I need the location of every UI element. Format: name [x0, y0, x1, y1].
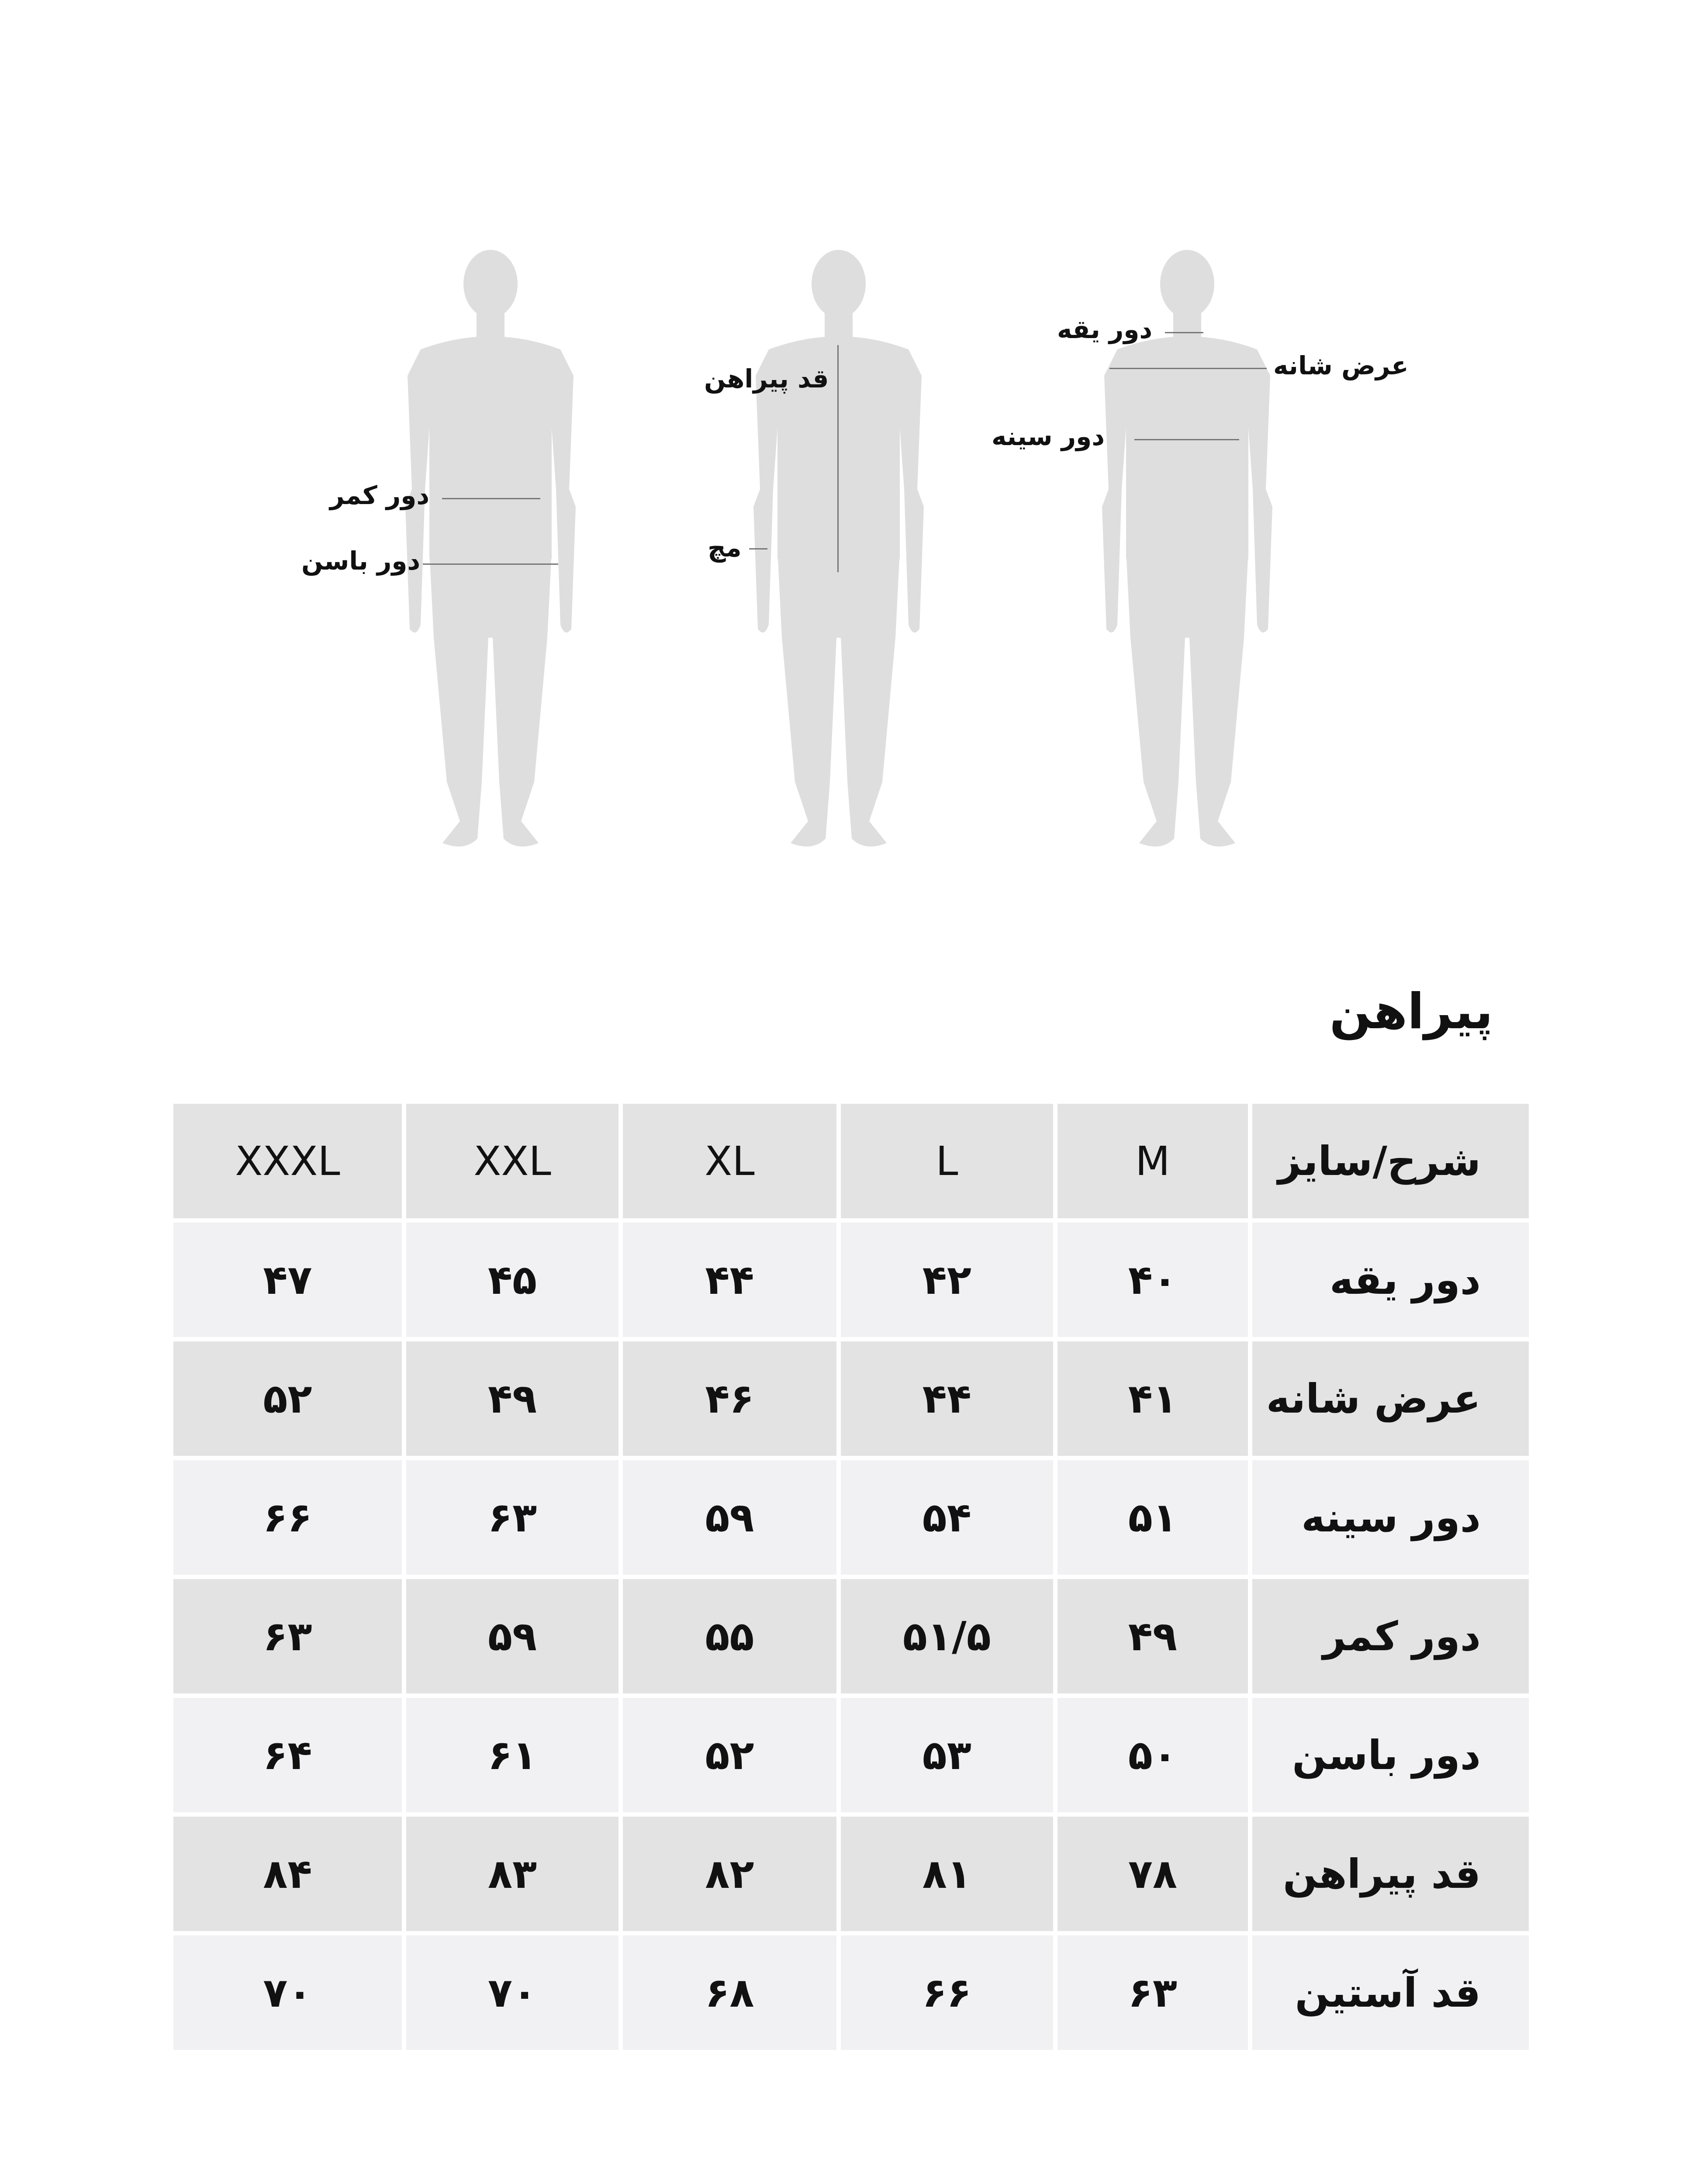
table-header-cell: XL [623, 1104, 836, 1218]
collar-label: دور یقه [1057, 314, 1153, 344]
shirt-length-label: قد پیراهن [704, 364, 829, 394]
table-cell: ۵۲ [173, 1341, 402, 1456]
waist-leader-line [442, 498, 540, 499]
table-cell: ۶۸ [623, 1935, 836, 2050]
table-header-cell: L [841, 1104, 1053, 1218]
table-cell: ۵۰ [1057, 1698, 1248, 1812]
table-cell-label: قد پیراهن [1252, 1817, 1529, 1931]
table-cell: ۵۳ [841, 1698, 1053, 1812]
table-cell: ۵۵ [623, 1579, 836, 1693]
hip-label: دور باسن [301, 546, 421, 576]
table-cell: ۵۴ [841, 1460, 1053, 1575]
table-header-row [173, 1104, 1529, 1218]
table-cell: ۴۴ [841, 1341, 1053, 1456]
collar-leader-line [1165, 332, 1203, 333]
table-header-cell: XXL [406, 1104, 619, 1218]
shirt-length-leader-line [837, 345, 839, 572]
shoulder-leader-line [1109, 368, 1267, 369]
chest-leader-line [1134, 439, 1239, 440]
table-cell: ۶۱ [406, 1698, 619, 1812]
table-cell: ۴۹ [406, 1341, 619, 1456]
table-cell: ۶۳ [173, 1579, 402, 1693]
wrist-label: مچ [708, 533, 742, 563]
table-row [173, 1935, 1529, 2050]
table-cell: ۶۳ [1057, 1935, 1248, 2050]
table-cell: ۶۴ [173, 1698, 402, 1812]
table-cell: ۴۶ [623, 1341, 836, 1456]
table-cell: ۴۱ [1057, 1341, 1248, 1456]
table-cell: ۴۵ [406, 1223, 619, 1337]
chest-label: دور سینه [992, 422, 1105, 451]
table-cell: ۶۳ [406, 1460, 619, 1575]
shoulder-label: عرض شانه [1273, 351, 1409, 380]
table-row [173, 1817, 1529, 1931]
table-cell-label: عرض شانه [1252, 1341, 1529, 1456]
table-cell-label: دور یقه [1252, 1223, 1529, 1337]
page-title: پیراهن [1329, 983, 1493, 1040]
table-cell: ۸۴ [173, 1817, 402, 1931]
table-cell: ۸۳ [406, 1817, 619, 1931]
table-cell: ۴۲ [841, 1223, 1053, 1337]
table-row [173, 1341, 1529, 1456]
table-cell: ۴۰ [1057, 1223, 1248, 1337]
table-cell: ۶۶ [173, 1460, 402, 1575]
table-cell: ۵۱ [1057, 1460, 1248, 1575]
table-cell-label: قد آستین [1252, 1935, 1529, 2050]
table-cell: ۷۸ [1057, 1817, 1248, 1931]
table-row [173, 1698, 1529, 1812]
table-cell: ۶۶ [841, 1935, 1053, 2050]
table-cell: ۷۰ [406, 1935, 619, 2050]
side-view-silhouette [716, 245, 961, 856]
table-header-cell: شرح/سایز [1252, 1104, 1529, 1218]
table-cell: ۵۹ [406, 1579, 619, 1693]
table-header-cell: M [1057, 1104, 1248, 1218]
table-header-cell: XXXL [173, 1104, 402, 1218]
table-row [173, 1223, 1529, 1337]
table-cell: ۸۱ [841, 1817, 1053, 1931]
table-cell: ۷۰ [173, 1935, 402, 2050]
size-table [169, 1099, 1533, 2054]
hip-leader-line [423, 563, 558, 565]
table-cell-label: دور سینه [1252, 1460, 1529, 1575]
table-cell: ۵۲ [623, 1698, 836, 1812]
table-cell: ۵۱/۵ [841, 1579, 1053, 1693]
table-cell-label: دور باسن [1252, 1698, 1529, 1812]
wrist-leader-line [749, 548, 767, 549]
body-measurement-figures [0, 0, 1707, 874]
waist-label: دور کمر [330, 480, 430, 510]
table-cell: ۵۹ [623, 1460, 836, 1575]
table-cell-label: دور کمر [1252, 1579, 1529, 1693]
table-cell: ۴۹ [1057, 1579, 1248, 1693]
table-row [173, 1460, 1529, 1575]
table-cell: ۴۷ [173, 1223, 402, 1337]
table-cell: ۸۲ [623, 1817, 836, 1931]
table-row [173, 1579, 1529, 1693]
table-cell: ۴۴ [623, 1223, 836, 1337]
